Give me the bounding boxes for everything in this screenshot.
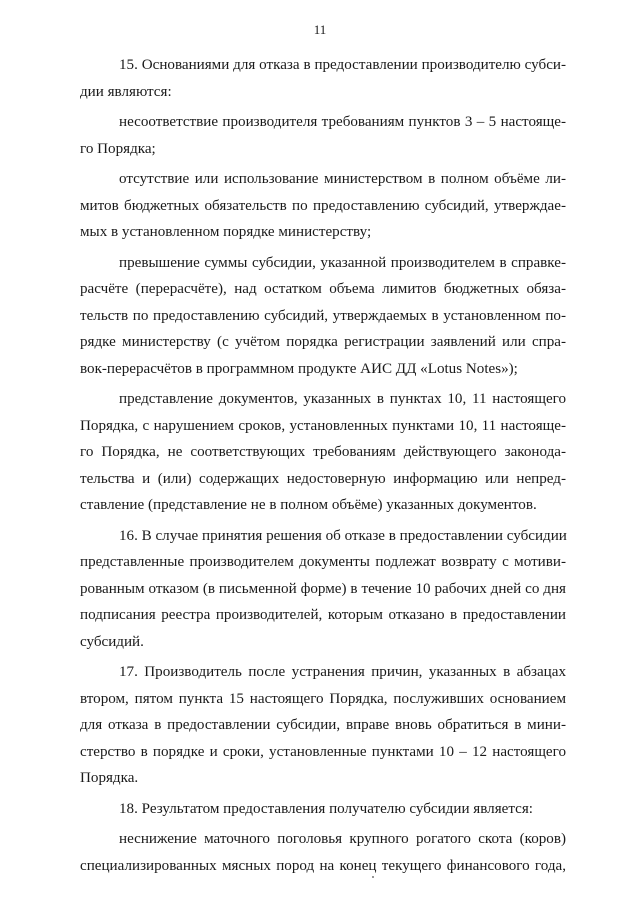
text-line: рованным отказом (в письменной форме) в течение 10 рабочих дней со дня bbox=[80, 580, 566, 597]
text-line: для отказа в предоставлении субсидии, вправе вновь обратиться в мини- bbox=[80, 717, 566, 733]
text-line: 16. В случае принятия решения об отказе в предоставлении субсидии bbox=[119, 527, 567, 544]
text-line: втором, пятом пункта 15 настоящего Порядка, послуживших основанием bbox=[80, 690, 566, 707]
text-line: субсидий. bbox=[80, 633, 144, 650]
text-line: дии являются: bbox=[80, 83, 172, 100]
text-line: го Порядка, не соответствующих требованиям действующего законода- bbox=[80, 444, 566, 460]
text-line: представленные производителем документы подлежат возврату с мотиви- bbox=[80, 554, 566, 570]
paragraph-16 bbox=[80, 523, 566, 656]
page-number: 11 bbox=[313, 22, 327, 37]
paragraph-17 bbox=[80, 659, 566, 792]
text-line: специализированных мясных пород на конец текущего финансового года, bbox=[80, 857, 566, 874]
text-line: Порядка. bbox=[80, 770, 139, 786]
text-line: превышение суммы субсидии, указанной производителем в справке- bbox=[119, 254, 566, 271]
text-line: мых в установленном порядке министерству; bbox=[80, 224, 372, 240]
text-line: подписания реестра производителей, которым отказано в предоставлении bbox=[80, 607, 566, 623]
text-line: расчёте (перерасчёте), над остатком объема лимитов бюджетных обяза- bbox=[80, 281, 566, 297]
text-line: 15. Основаниями для отказа в предоставлении производителю субси- bbox=[119, 57, 566, 73]
scan-speck bbox=[372, 876, 374, 878]
text-line: тельства и (или) содержащих недостоверную информацию или непред- bbox=[80, 470, 566, 487]
text-line: вок-перерасчётов в программном продукте АИС ДД «Lotus Notes»); bbox=[80, 360, 518, 377]
text-line: несоответствие производителя требованиям пунктов 3 – 5 настояще- bbox=[119, 114, 566, 130]
text-line: Порядка, с нарушением сроков, установленных пунктами 10, 11 настояще- bbox=[80, 417, 566, 434]
document-body bbox=[80, 52, 566, 879]
paragraph-15 bbox=[80, 52, 566, 105]
text-line: 17. Производитель после устранения причин, указанных в абзацах bbox=[119, 664, 566, 680]
text-line: отсутствие или использование министерством в полном объёме ли- bbox=[119, 171, 566, 187]
text-line: митов бюджетных обязательств по предоставлению субсидий, утверждае- bbox=[80, 197, 566, 214]
text-line: представление документов, указанных в пунктах 10, 11 настоящего bbox=[119, 391, 566, 407]
text-line: ставление (представление не в полном объёме) указанных документов. bbox=[80, 497, 537, 513]
text-line: стерство в порядке и сроки, установленные пунктами 10 – 12 настоящего bbox=[80, 743, 566, 760]
text-line: неснижение маточного поголовья крупного рогатого скота (коров) bbox=[119, 831, 566, 847]
text-line: 18. Результатом предоставления получателю субсидии является: bbox=[119, 800, 533, 817]
paragraph-15-item-1 bbox=[80, 109, 566, 162]
paragraph-15-item-2 bbox=[80, 166, 566, 246]
text-line: тельств по предоставлению субсидий, утверждаемых в установленном по- bbox=[80, 307, 566, 324]
paragraph-18 bbox=[80, 796, 566, 823]
text-line: рядке министерству (с учётом порядка регистрации заявлений или спра- bbox=[80, 334, 566, 350]
paragraph-15-item-3 bbox=[80, 250, 566, 383]
text-line: го Порядка; bbox=[80, 140, 156, 157]
paragraph-18-item-1 bbox=[80, 826, 566, 879]
paragraph-15-item-4 bbox=[80, 386, 566, 519]
